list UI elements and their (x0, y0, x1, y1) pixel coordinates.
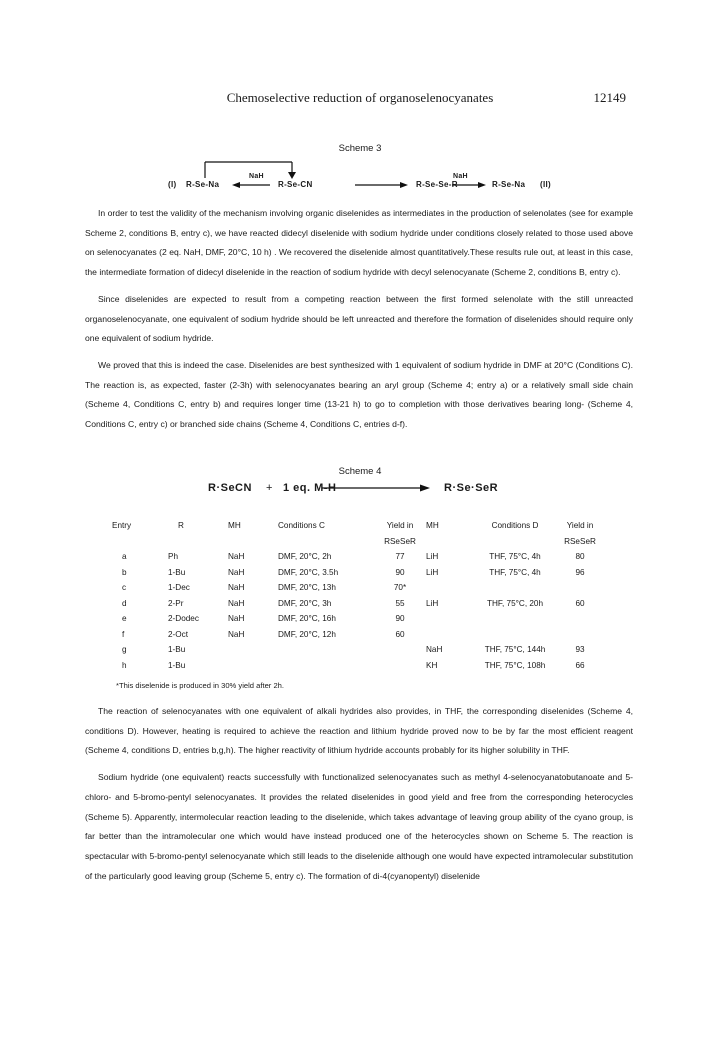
table-row (112, 596, 600, 612)
running-header-title: Chemoselective reduction of organoselenocyanates (226, 90, 494, 105)
table-cell: DMF, 20°C, 3h (278, 598, 332, 608)
table-cell: DMF, 20°C, 3.5h (278, 567, 339, 577)
scheme3-right-tag: (II) (540, 180, 551, 189)
table-cell: 93 (575, 645, 585, 655)
table-cell: f (122, 629, 125, 639)
table-cell: 90 (395, 614, 405, 624)
table-cell (228, 534, 278, 550)
scheme3-left-tag: (I) (168, 180, 177, 189)
paragraph-5: Sodium hydride (one equivalent) reacts successfully with functionalized selenocyanates such as methyl 4-selenocyanatobutanoate and 5-chloro- and 5-bromo-pentyl selenocyanates. It provides the related diselenides in good yield and free from the corresponding heterocycles (Scheme 5). Apparently, intermolecular reaction leading to the diselenide, which takes advantage of leaving group ability of the cyano group, is far better than the intramolecular one which would have instead produced one of the heterocycles shown on Scheme 5. The reaction is spectacular with 5-bromo-pentyl selenocyanate which still leads to the diselenide although one would have expected intramolecular substitution of the particularly good leaving group (Scheme 5, entry c). The formation of di-4(cyanopentyl) diselenide (85, 772, 633, 881)
table-cell: DMF, 20°C, 12h (278, 629, 336, 639)
table-cell: THF, 75°C, 4h (489, 552, 541, 562)
table-row (112, 549, 600, 565)
table-cell: THF, 75°C, 108h (484, 660, 546, 670)
table-cell (470, 534, 560, 550)
table-cell: 77 (395, 552, 405, 562)
table-cell: 1-Bu (168, 660, 186, 670)
table-subheader-row (112, 534, 600, 550)
table-cell: Yield in (386, 521, 414, 531)
table-cell (470, 627, 560, 643)
table-header-row (112, 518, 600, 534)
table-cell: Entry (112, 521, 132, 531)
table-cell: 60 (575, 598, 585, 608)
table-cell: 66 (575, 660, 585, 670)
table-cell: THF, 75°C, 144h (484, 645, 546, 655)
table-cell: NaH (228, 614, 245, 624)
table-footnote: *This diselenide is produced in 30% yield after 2h. (116, 681, 285, 690)
table-cell: 80 (575, 552, 585, 562)
table-cell: b (122, 567, 127, 577)
table-cell: DMF, 20°C, 13h (278, 583, 336, 593)
table-cell: d (122, 598, 127, 608)
scheme4-plus: + (266, 482, 273, 494)
table-cell: NaH (228, 567, 245, 577)
scheme3-species-diselenide: R-Se-Se-R (416, 180, 458, 189)
table-cell: NaH (228, 552, 245, 562)
table-row (112, 627, 600, 643)
table-cell: g (122, 645, 127, 655)
table-cell: a (122, 552, 127, 562)
table-cell (278, 642, 374, 658)
scheme4-reactant: R·SeCN (208, 482, 252, 494)
scheme3-species-r-se-na-2: R-Se-Na (492, 180, 526, 189)
table-cell: LiH (426, 552, 439, 562)
paragraph-1: In order to test the validity of the mechanism involving organic diselenides as intermediates in the production of selenolates (see for example Scheme 2, conditions B, entry c), we have reacted didecyl diselenide with sodium hydride under conditions closely related to those used above on selenocyanates (2 eq. NaH, DMF, 20°C, 10 h) . We recovered the diselenide almost quantitatively.These results rule out, at least in this case, the intermediate formation of didecyl diselenide in the reaction of sodium hydride with decyl selenocyanate (Scheme 2, conditions B, entry c). (85, 208, 633, 278)
scheme3-species-r-se-cn: R-Se-CN (278, 180, 313, 189)
body-text-bottom (85, 702, 633, 886)
table-cell: c (122, 583, 127, 593)
table-cell: Conditions C (278, 521, 325, 531)
table-cell: DMF, 20°C, 2h (278, 552, 332, 562)
table-cell: 96 (575, 567, 585, 577)
scheme3-label: Scheme 3 (338, 143, 382, 154)
table-row (112, 642, 600, 658)
table-cell (426, 611, 470, 627)
table-cell (112, 534, 166, 550)
table-cell (228, 642, 278, 658)
table-cell: RSeSeR (564, 536, 596, 546)
paragraph-3: We proved that this is indeed the case. Diselenides are best synthesized with 1 equivalent of sodium hydride in DMF at 20°C (Conditions C). The reaction is, as expected, faster (2-3h) with selenocyanates bearing an aryl group (Scheme 4; entry a) or a relatively small side chain (Scheme 4, Conditions C, entry b) and requires longer time (13-21 h) to go to completion with those derivatives bearing long- (Scheme 4, Conditions C, entry c) or branched side chains (Scheme 4, Conditions C, entries d-f). (85, 359, 633, 430)
table-cell: 70* (393, 583, 407, 593)
table-row (112, 580, 600, 596)
table-cell: Conditions D (491, 521, 539, 531)
scheme4-reagent: 1 eq. M-H (283, 482, 337, 494)
table-cell (426, 534, 470, 550)
table-cell (278, 534, 374, 550)
table-cell: NaH (228, 598, 245, 608)
paragraph-2: Since diselenides are expected to result from a competing reaction between the first formed selenolate with the still unreacted organoselenocyanate, one equivalent of sodium hydride should be left unreacted and therefore the formation of diselenides should require only one equivalent of sodium hydride. (85, 293, 633, 344)
table-cell (560, 627, 600, 643)
table-cell (228, 658, 278, 674)
table-cell: 90 (395, 567, 405, 577)
table-cell: 1-Bu (168, 645, 186, 655)
table-cell: h (122, 660, 127, 670)
table-cell: Yield in (566, 521, 594, 531)
table-cell (374, 642, 426, 658)
table-cell: 1-Dec (168, 583, 190, 593)
table-cell (560, 580, 600, 596)
table-cell: THF, 75°C, 20h (486, 598, 544, 608)
table-cell (426, 580, 470, 596)
table-cell: RSeSeR (384, 536, 416, 546)
table-cell: Ph (168, 552, 179, 562)
scheme3-species-r-se-na: R-Se-Na (186, 180, 220, 189)
table-cell: DMF, 20°C, 16h (278, 614, 336, 624)
table-cell: NaH (228, 583, 245, 593)
page-number: 12149 (593, 90, 626, 105)
table-body (112, 518, 600, 673)
table-row (112, 658, 600, 674)
table-cell (278, 658, 374, 674)
scheme4-label: Scheme 4 (338, 466, 382, 477)
table-row (112, 611, 600, 627)
table-cell: NaH (228, 629, 245, 639)
table-cell: THF, 75°C, 4h (489, 567, 541, 577)
table-cell (426, 627, 470, 643)
table-cell: MH (228, 521, 241, 531)
results-table (112, 518, 600, 673)
table-cell (470, 580, 560, 596)
table-cell: LiH (426, 567, 439, 577)
table-cell (374, 658, 426, 674)
table-cell: LiH (426, 598, 439, 608)
scheme3-reagent-nah-1: NaH (249, 173, 264, 180)
body-text-top (85, 204, 633, 435)
table-cell: 55 (395, 598, 405, 608)
scheme4-product: R·Se·SeR (444, 482, 499, 494)
table-cell: 2-Dodec (168, 614, 199, 624)
table-cell: 2-Pr (168, 598, 184, 608)
table-cell (470, 611, 560, 627)
table-cell: KH (426, 660, 438, 670)
paragraph-4: The reaction of selenocyanates with one equivalent of alkali hydrides also provides, in THF, the corresponding diselenides (Scheme 4, conditions D). However, heating is required to achieve the reaction and lithium hydride proved now to be by far the most efficient reagent (Scheme 4, conditions D, entries b,g,h). The higher reactivity of lithium hydride accounts probably for its higher solubility in THF. (85, 706, 633, 756)
table-cell: NaH (426, 645, 443, 655)
table-cell: 2-Oct (168, 629, 189, 639)
table-cell: 60 (395, 629, 405, 639)
table-cell: 1-Bu (168, 567, 186, 577)
table-cell: R (178, 521, 184, 531)
table-cell (166, 534, 228, 550)
table-row (112, 565, 600, 581)
scheme3-reagent-nah-2: NaH (453, 173, 468, 180)
table-cell (560, 611, 600, 627)
table-cell: e (122, 614, 127, 624)
table-cell: MH (426, 521, 439, 531)
